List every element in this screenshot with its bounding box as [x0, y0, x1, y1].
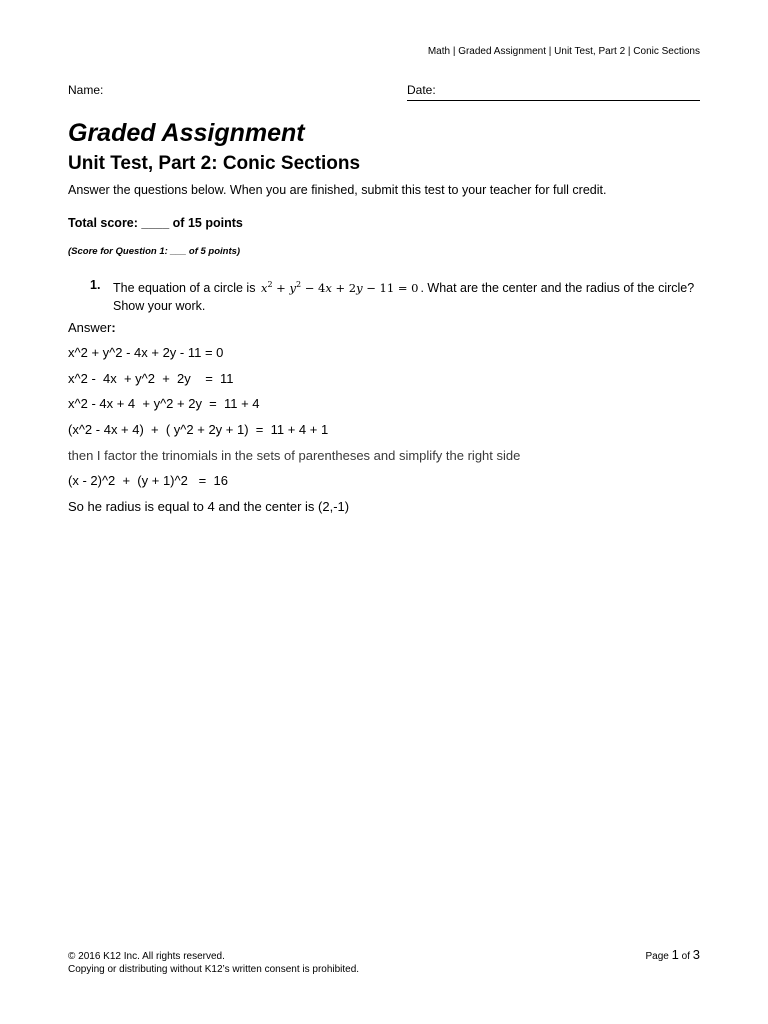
answer-line: (x - 2)^2 + (y + 1)^2 = 16 [68, 473, 228, 489]
answer-label-colon: : [111, 320, 116, 335]
eq-x2: x [325, 280, 332, 295]
question-text-after: . What are the center and the radius of the circle? Show your work. [113, 280, 695, 313]
eq-y-exp: 2 [295, 280, 302, 289]
copy-notice-text: Copying or distributing without K12’s written consent is prohibited. [68, 964, 360, 975]
question-text [113, 276, 702, 315]
answer-line: then I factor the trinomials in the sets of parentheses and simplify the right side [68, 447, 521, 463]
answer-line: x^2 - 4x + 4 + y^2 + 2y = 11 + 4 [68, 396, 260, 412]
question-number: 1. [90, 278, 101, 292]
document-title: Graded Assignment [68, 119, 305, 147]
name-date-row [68, 83, 700, 101]
eq-x: x [260, 280, 268, 295]
answer-label-text: Answer [68, 320, 112, 335]
question-1 [90, 276, 702, 315]
eq-term-a: + [272, 280, 290, 295]
question-1-score: (Score for Question 1: ___ of 5 points) [68, 246, 241, 257]
total-score: Total score: ____ of 15 points [68, 216, 243, 230]
answer-section[interactable] [68, 319, 700, 524]
page-number [645, 947, 700, 962]
page-word: Page [645, 951, 672, 962]
eq-y: y [289, 280, 296, 295]
running-header: Math | Graded Assignment | Unit Test, Part 2 | Conic Sections [427, 46, 700, 57]
answer-label [68, 319, 700, 344]
answer-line: (x^2 - 4x + 4) + ( y^2 + 2y + 1) = 11 + 4 + 1 [68, 422, 329, 438]
eq-term-c: + 2 [331, 280, 357, 295]
eq-x-exp: 2 [267, 280, 273, 289]
question-text-before: The equation of a circle is [113, 280, 256, 295]
answer-line: So he radius is equal to 4 and the center is (2,-1) [68, 499, 350, 515]
page-of: of [678, 951, 693, 962]
page-total: 3 [692, 947, 700, 962]
circle-equation [259, 281, 421, 295]
eq-term-b: − 4 [301, 280, 326, 295]
document-subtitle: Unit Test, Part 2: Conic Sections [68, 153, 361, 174]
answer-line: x^2 + y^2 - 4x + 2y - 11 = 0 [68, 345, 224, 360]
eq-term-d: − 11 = 0 [362, 280, 419, 295]
page-current: 1 [671, 947, 679, 962]
instructions-text: Answer the questions below. When you are finished, submit this test to your teacher for full credit. [68, 183, 607, 197]
copyright-text: © 2016 K12 Inc. All rights reserved. [68, 951, 225, 962]
eq-y2: y [356, 280, 363, 295]
date-label: Date: [407, 83, 436, 97]
footer-copyright [68, 950, 359, 976]
name-label: Name: [68, 83, 104, 97]
date-field[interactable] [407, 83, 700, 101]
answer-line: x^2 - 4x + y^2 + 2y = 11 [68, 370, 234, 386]
